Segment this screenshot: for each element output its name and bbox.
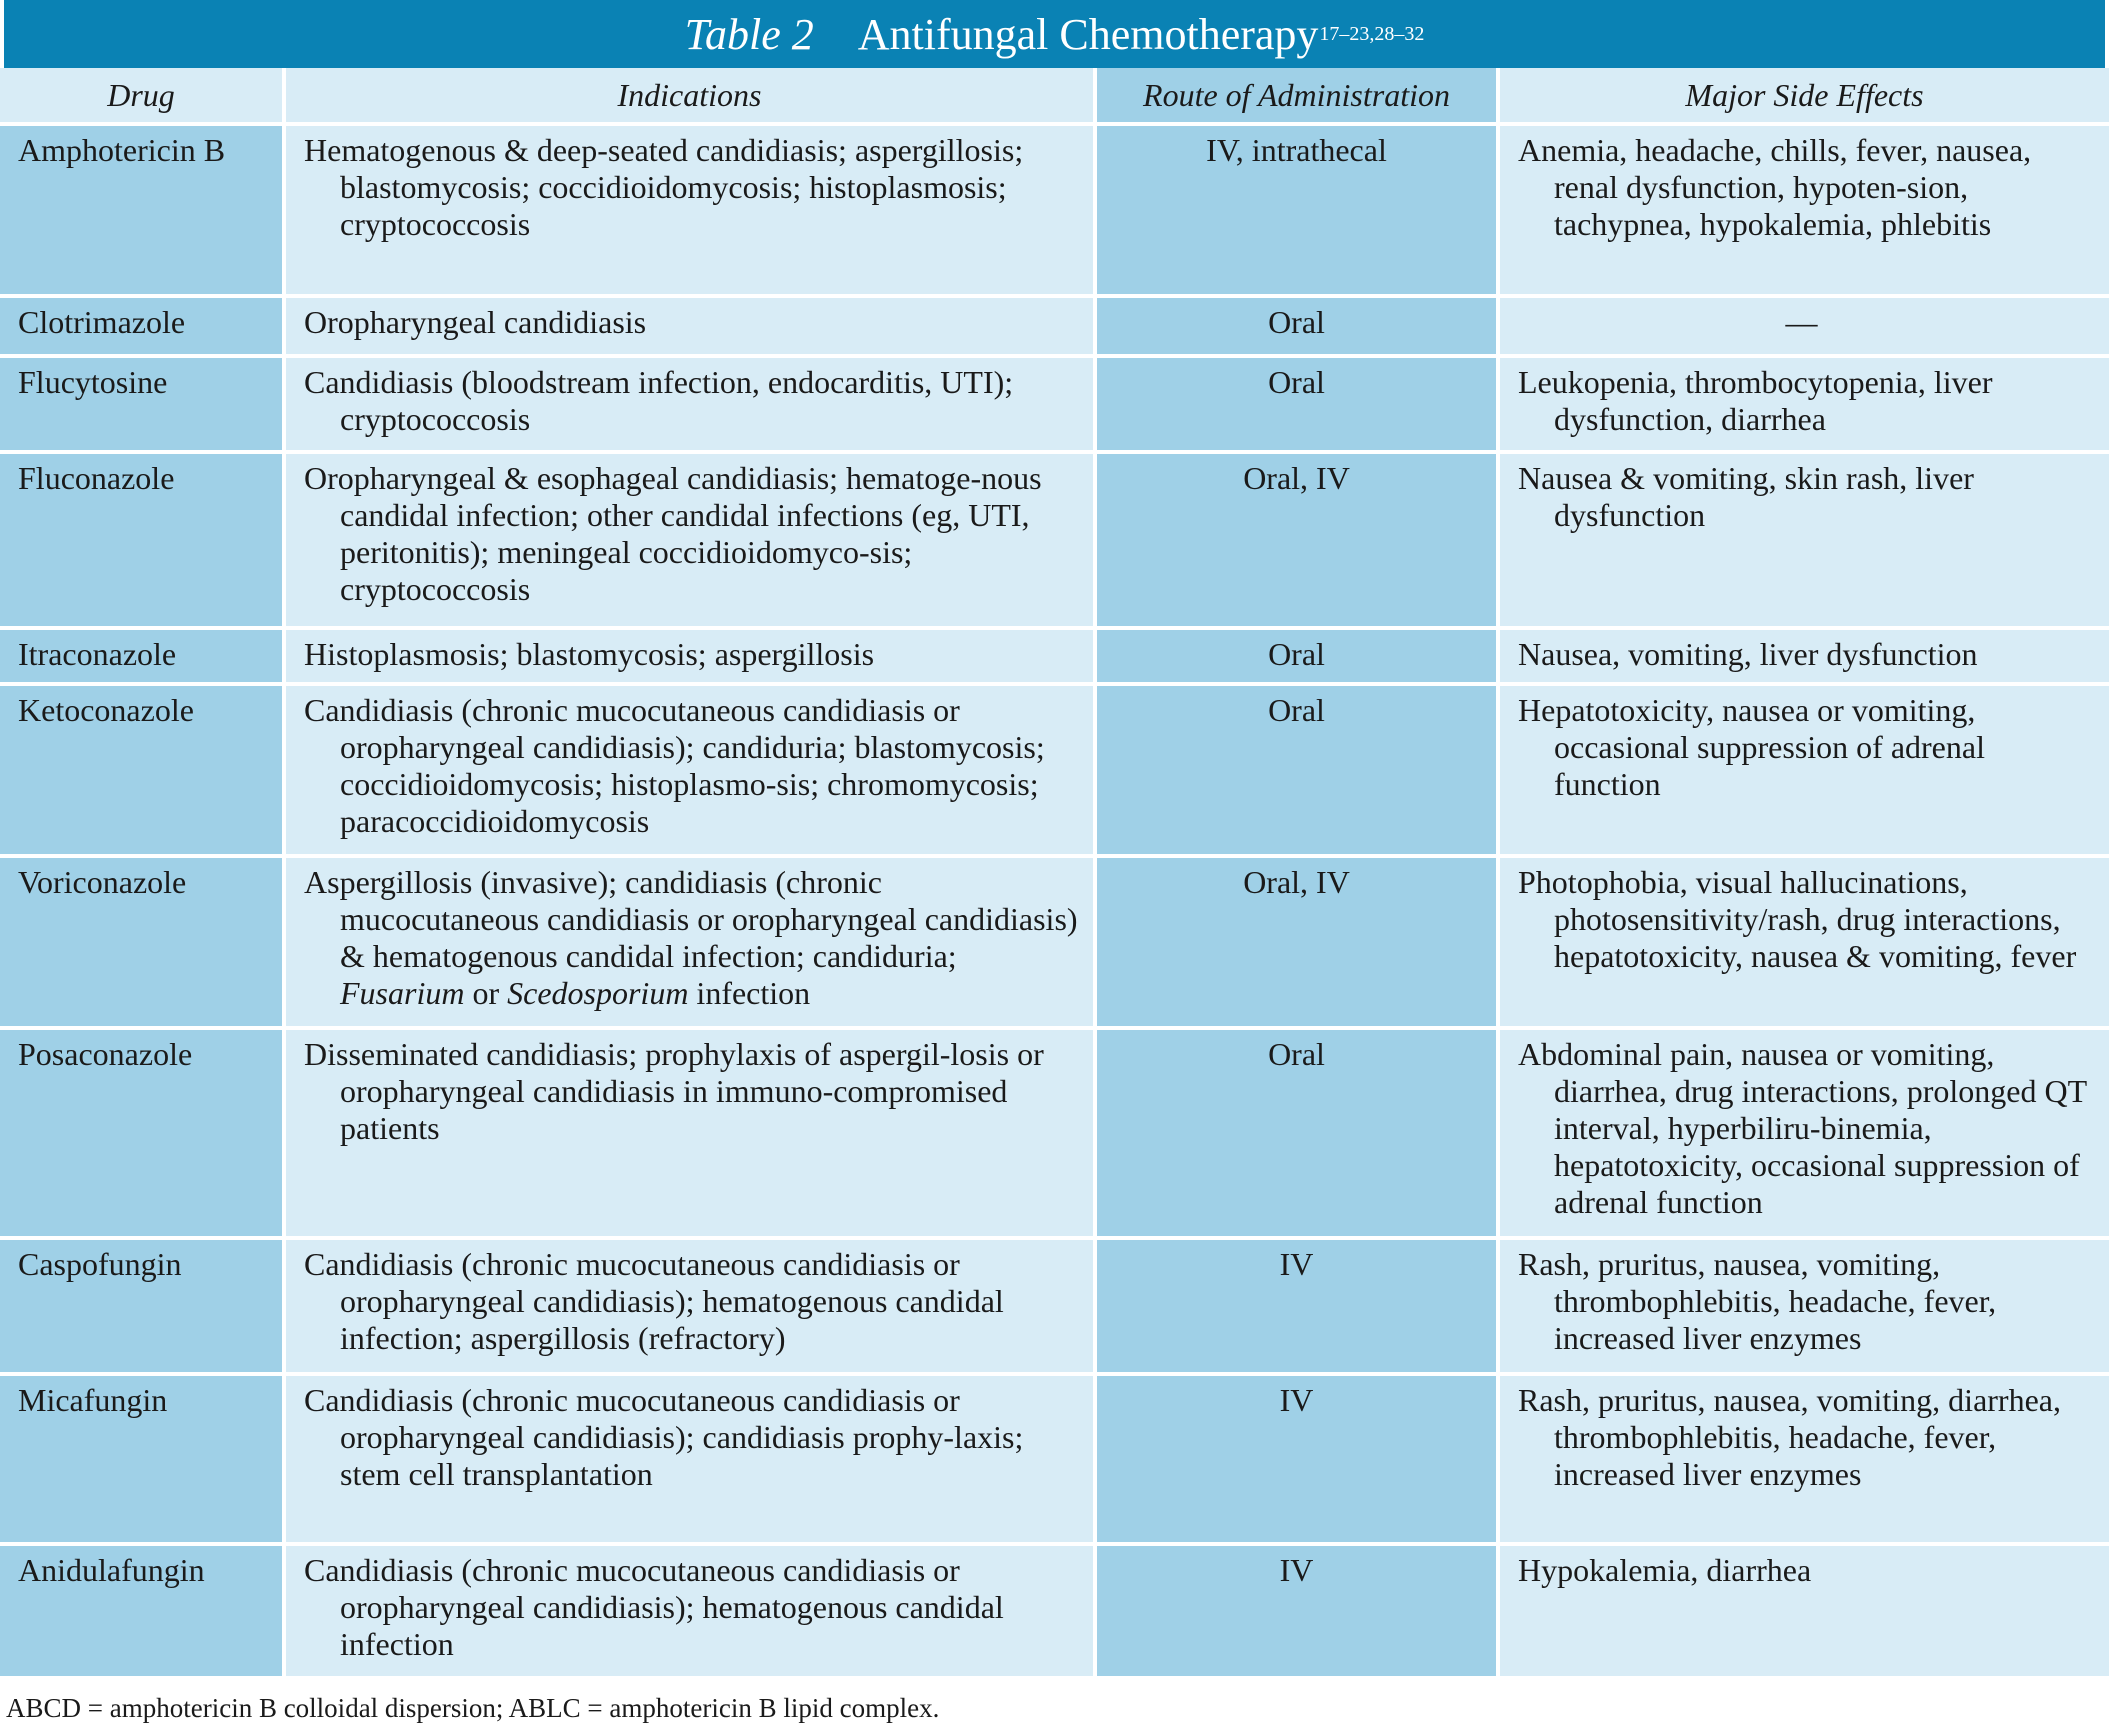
side-effects-cell: Hypokalemia, diarrhea xyxy=(1500,1546,2109,1680)
indications-cell xyxy=(286,858,1097,1030)
side-effects-cell: Photophobia, visual hallucinations, photosensitivity/rash, drug interactions, hepatotoxicity, nausea & vomiting, fever xyxy=(1500,858,2109,1030)
route-cell: IV xyxy=(1097,1546,1500,1680)
drug-cell: Anidulafungin xyxy=(0,1546,286,1680)
indications-cell: Candidiasis (chronic mucocutaneous candidiasis or oropharyngeal candidiasis); hematogenous candidal infection xyxy=(286,1546,1097,1680)
drug-cell: Clotrimazole xyxy=(0,298,286,358)
route-cell: Oral xyxy=(1097,1030,1500,1240)
drug-cell: Posaconazole xyxy=(0,1030,286,1240)
indications-cell: Histoplasmosis; blastomycosis; aspergillosis xyxy=(286,630,1097,686)
header-indications: Indications xyxy=(286,68,1097,126)
drug-cell: Ketoconazole xyxy=(0,686,286,858)
header-route: Route of Administration xyxy=(1097,68,1500,126)
indications-genus-fusarium: Fusarium xyxy=(340,975,465,1011)
side-effects-cell: Leukopenia, thrombocytopenia, liver dysfunction, diarrhea xyxy=(1500,358,2109,454)
drug-cell: Amphotericin B xyxy=(0,126,286,298)
table-grid xyxy=(0,68,2109,1672)
side-effects-cell: Nausea & vomiting, skin rash, liver dysfunction xyxy=(1500,454,2109,630)
side-effects-cell: Abdominal pain, nausea or vomiting, diarrhea, drug interactions, prolonged QT interval, hyperbiliru-binemia, hepatotoxicity, occasional suppression of adrenal function xyxy=(1500,1030,2109,1240)
table-label: Table 2 xyxy=(684,9,814,59)
indications-cell: Candidiasis (chronic mucocutaneous candidiasis or oropharyngeal candidiasis); candiduria; blastomycosis; coccidioidomycosis; histoplasmo-sis; chromomycosis; paracoccidioidomycosis xyxy=(286,686,1097,858)
empty-dash: — xyxy=(1785,304,1818,340)
header-side-effects: Major Side Effects xyxy=(1500,68,2109,126)
route-cell: Oral, IV xyxy=(1097,858,1500,1030)
drug-cell: Fluconazole xyxy=(0,454,286,630)
table-title-refs: 17–23,28–32 xyxy=(1319,22,1425,45)
table-footnote: ABCD = amphotericin B colloidal dispersion; ABLC = amphotericin B lipid complex. xyxy=(6,1693,940,1723)
drug-cell: Flucytosine xyxy=(0,358,286,454)
indications-genus-scedosporium: Scedosporium xyxy=(507,975,689,1011)
indications-cell: Oropharyngeal candidiasis xyxy=(286,298,1097,358)
indications-text: or xyxy=(464,975,508,1011)
header-drug: Drug xyxy=(0,68,286,126)
route-cell: Oral xyxy=(1097,630,1500,686)
route-cell: Oral xyxy=(1097,686,1500,858)
indications-text: Aspergillosis (invasive); candidiasis (chronic mucocutaneous candidiasis or oropharyngeal candidiasis) & hematogenous candidal infection; candiduria; xyxy=(304,864,1078,974)
indications-cell: Candidiasis (bloodstream infection, endocarditis, UTI); cryptococcosis xyxy=(286,358,1097,454)
side-effects-cell: Nausea, vomiting, liver dysfunction xyxy=(1500,630,2109,686)
table-title-bar xyxy=(4,0,2105,68)
side-effects-cell: Rash, pruritus, nausea, vomiting, thrombophlebitis, headache, fever, increased liver enzymes xyxy=(1500,1240,2109,1376)
indications-cell: Candidiasis (chronic mucocutaneous candidiasis or oropharyngeal candidiasis); hematogenous candidal infection; aspergillosis (refractory) xyxy=(286,1240,1097,1376)
drug-cell: Micafungin xyxy=(0,1376,286,1546)
route-cell: IV xyxy=(1097,1376,1500,1546)
route-cell: IV, intrathecal xyxy=(1097,126,1500,298)
drug-cell: Itraconazole xyxy=(0,630,286,686)
indications-cell: Candidiasis (chronic mucocutaneous candidiasis or oropharyngeal candidiasis); candidiasis prophy-laxis; stem cell transplantation xyxy=(286,1376,1097,1546)
indications-text: infection xyxy=(688,975,811,1011)
drug-cell: Caspofungin xyxy=(0,1240,286,1376)
route-cell: Oral xyxy=(1097,298,1500,358)
indications-cell: Disseminated candidiasis; prophylaxis of aspergil-losis or oropharyngeal candidiasis in immuno-compromised patients xyxy=(286,1030,1097,1240)
route-cell: IV xyxy=(1097,1240,1500,1376)
indications-cell: Oropharyngeal & esophageal candidiasis; hematoge-nous candidal infection; other candidal infections (eg, UTI, peritonitis); meningeal coccidioidomyco-sis; cryptococcosis xyxy=(286,454,1097,630)
route-cell: Oral, IV xyxy=(1097,454,1500,630)
side-effects-cell: Anemia, headache, chills, fever, nausea, renal dysfunction, hypoten-sion, tachypnea, hypokalemia, phlebitis xyxy=(1500,126,2109,298)
side-effects-cell: Rash, pruritus, nausea, vomiting, diarrhea, thrombophlebitis, headache, fever, increased liver enzymes xyxy=(1500,1376,2109,1546)
table-title: Antifungal Chemotherapy xyxy=(857,9,1319,59)
side-effects-cell xyxy=(1500,298,2109,358)
route-cell: Oral xyxy=(1097,358,1500,454)
drug-cell: Voriconazole xyxy=(0,858,286,1030)
side-effects-cell: Hepatotoxicity, nausea or vomiting, occasional suppression of adrenal function xyxy=(1500,686,2109,858)
indications-cell: Hematogenous & deep-seated candidiasis; aspergillosis; blastomycosis; coccidioidomycosis; histoplasmosis; cryptococcosis xyxy=(286,126,1097,298)
